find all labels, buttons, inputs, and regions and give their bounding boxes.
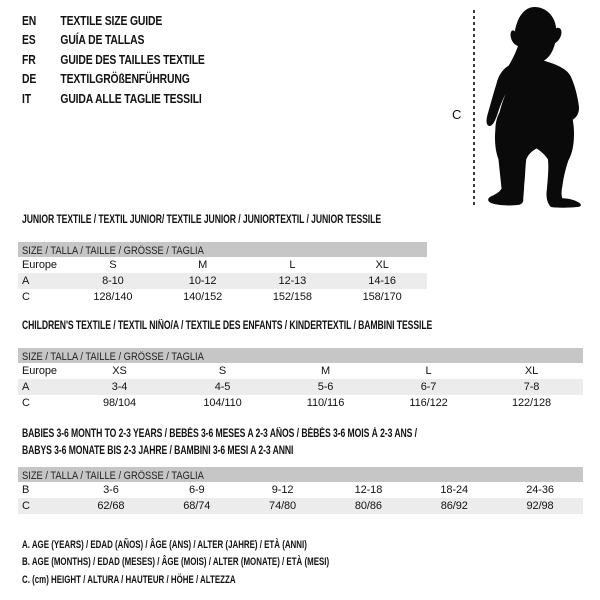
height-cell: 110/116: [306, 397, 345, 409]
row-europe: [18, 257, 427, 273]
row-c: [18, 498, 583, 514]
height-cell: 80/86: [354, 500, 382, 512]
height-cell: 92/98: [526, 500, 554, 512]
height-cell: 104/110: [203, 397, 242, 409]
age-cell: 8-10: [102, 275, 124, 287]
size-cell: S: [109, 259, 117, 271]
size-cell: S: [218, 365, 227, 377]
height-cell: 128/140: [93, 291, 133, 303]
babies-size-table: [18, 467, 583, 514]
note-b: B. AGE (MONTHS) / EDAD (MESES) / ÂGE (MOIS) / ALTER (MONATE) / ETÀ (MESI): [22, 556, 330, 569]
height-cell: 152/158: [272, 291, 312, 303]
language-row-es: [22, 30, 205, 49]
height-cell: 116/122: [409, 397, 448, 409]
age-cell: 14-16: [368, 275, 396, 287]
height-cell: 74/80: [269, 500, 297, 512]
size-cell: L: [425, 365, 432, 377]
age-cell: 7-8: [523, 381, 540, 393]
row-europe: [18, 363, 583, 379]
row-label: C: [22, 397, 30, 409]
baby-silhouette: [483, 5, 586, 208]
language-title: TEXTILGRÖßENFÜHRUNG: [60, 71, 190, 87]
size-cell: M: [198, 259, 208, 271]
language-code: IT: [22, 90, 31, 106]
row-a: [18, 273, 427, 289]
size-cell: XL: [375, 259, 389, 271]
row-label: C: [22, 291, 30, 303]
children-table-title: CHILDREN'S TEXTILE / TEXTIL NIÑO/A / TEXTILE DES ENFANTS / KINDERTEXTIL / BAMBINI TESSILE: [22, 320, 433, 332]
language-code: ES: [22, 32, 36, 48]
age-cell: 24-36: [526, 484, 554, 496]
age-cell: 10-12: [188, 275, 217, 287]
age-cell: 5-6: [317, 381, 334, 393]
language-row-de: [22, 69, 205, 88]
row-label: B: [22, 484, 30, 496]
note-c: C. (cm) HEIGHT / ALTURA / HAUTEUR / HÖHE / ALTEZZA: [22, 573, 236, 586]
height-cell: 62/68: [97, 500, 125, 512]
language-title: GUÍA DE TALLAS: [60, 32, 145, 48]
age-cell: 12-13: [278, 275, 307, 287]
size-header-band: [18, 467, 583, 482]
language-row-it: [22, 89, 205, 108]
height-measure-dashed-line: [473, 10, 475, 206]
legend-notes: [22, 537, 449, 589]
height-cell: 68/74: [183, 500, 211, 512]
size-cell: XS: [112, 365, 127, 377]
row-c: [18, 289, 427, 305]
size-header-band: [18, 242, 427, 257]
note-a: A. AGE (YEARS) / EDAD (AÑOS) / ÂGE (ANS) / ALTER (JAHRE) / ETÀ (ANNI): [22, 539, 307, 551]
row-label: A: [22, 275, 30, 287]
age-cell: 3-6: [103, 484, 119, 496]
language-row-en: [22, 11, 205, 30]
height-cell: 158/170: [362, 291, 402, 303]
babies-title-line-1: BABIES 3-6 MONTH TO 2-3 YEARS / BEBÉS 3-6 MESES A 2-3 AÑOS / BÉBÉS 3-6 MOIS À 2-3 ANS /: [22, 428, 417, 440]
height-cell: 140/152: [183, 291, 223, 303]
junior-size-table: [18, 242, 427, 305]
row-label: A: [22, 381, 30, 393]
size-header-band: [18, 348, 583, 363]
row-b: [18, 482, 583, 498]
language-list: [22, 11, 250, 108]
language-code: DE: [22, 71, 37, 87]
age-cell: 6-7: [420, 381, 437, 393]
age-cell: 4-5: [214, 381, 231, 393]
row-label: Europe: [22, 259, 57, 271]
language-title: TEXTILE SIZE GUIDE: [60, 13, 163, 28]
babies-title-line-2: BABYS 3-6 MONATE BIS 2-3 JAHRE / BAMBINI 3-6 MESI A 2-3 ANNI: [22, 444, 294, 457]
size-header-text: SIZE / TALLA / TAILLE / GRÖSSE / TAGLIA: [22, 245, 204, 257]
junior-table-title: JUNIOR TEXTILE / TEXTIL JUNIOR/ TEXTILE JUNIOR / JUNIORTEXTIL / JUNIOR TESSILE: [22, 214, 382, 226]
age-cell: 6-9: [188, 484, 205, 496]
row-label: C: [22, 500, 30, 512]
language-code: EN: [22, 13, 37, 28]
age-cell: 18-24: [440, 484, 469, 496]
height-label-c: C: [452, 107, 462, 122]
size-header-text: SIZE / TALLA / TAILLE / GRÖSSE / TAGLIA: [22, 351, 204, 363]
language-code: FR: [22, 51, 36, 67]
babies-table-title: [22, 426, 417, 459]
language-title: GUIDA ALLE TAGLIE TESSILI: [60, 90, 202, 106]
row-c: [18, 395, 583, 411]
language-title: GUIDE DES TAILLES TEXTILE: [60, 51, 205, 67]
age-cell: 3-4: [111, 381, 128, 393]
height-cell: 122/128: [511, 397, 552, 409]
row-a: [18, 379, 583, 395]
language-row-fr: [22, 50, 205, 69]
row-label: Europe: [22, 365, 57, 377]
size-cell: XL: [524, 365, 539, 377]
children-size-table: [18, 348, 583, 411]
size-cell: M: [320, 365, 331, 377]
size-cell: L: [289, 259, 296, 271]
age-cell: 9-12: [271, 484, 294, 496]
size-header-text: SIZE / TALLA / TAILLE / GRÖSSE / TAGLIA: [22, 470, 204, 482]
height-cell: 98/104: [102, 397, 137, 409]
age-cell: 12-18: [354, 484, 383, 496]
height-cell: 86/92: [440, 500, 468, 512]
